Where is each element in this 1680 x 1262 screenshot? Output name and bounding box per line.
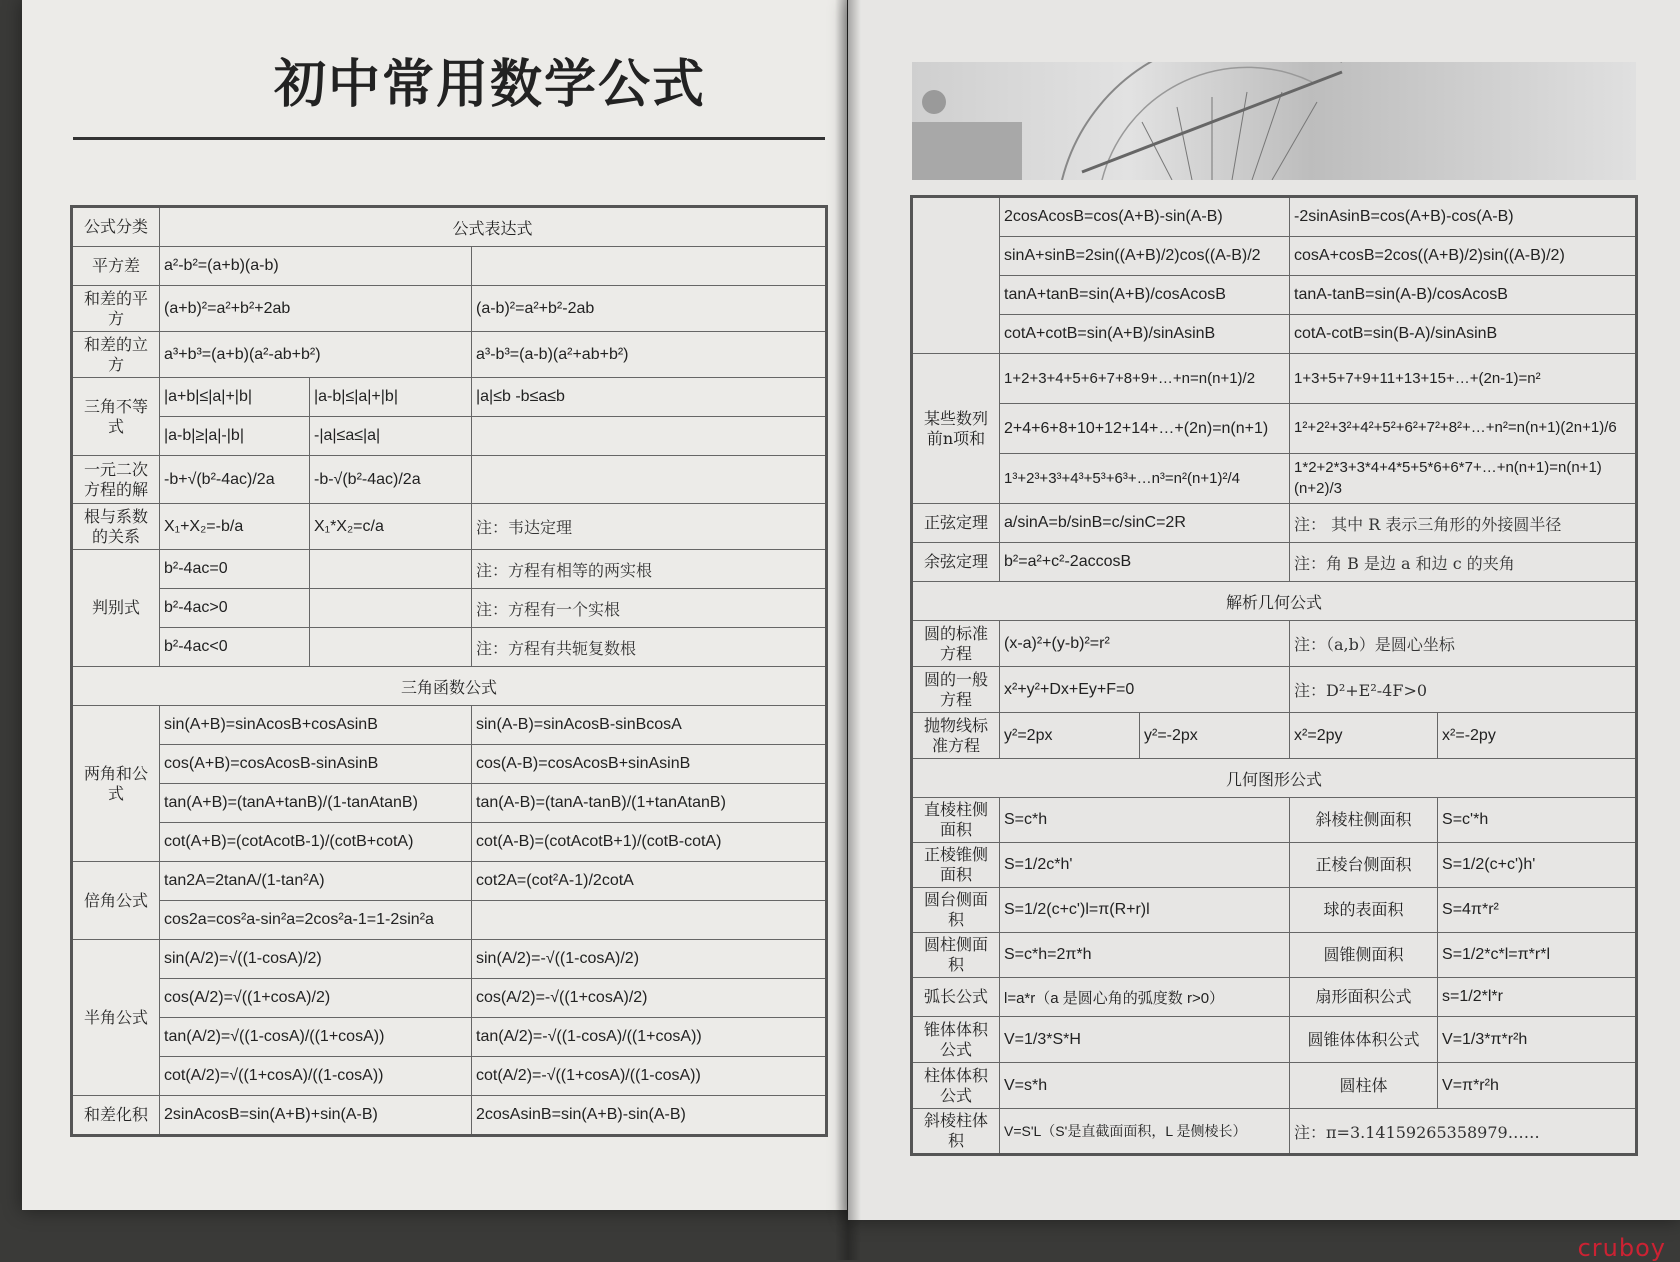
row-label: 扇形面积公式: [1290, 978, 1438, 1017]
table-row: [912, 315, 1637, 354]
row-label-blank: [912, 197, 1000, 354]
formula-cell: X₁*X₂=c/a: [310, 504, 472, 550]
row-label: 和差的平方: [72, 286, 160, 332]
protractor-icon: [912, 62, 1636, 180]
table-row: [72, 901, 827, 940]
section-title: 几何图形公式: [912, 759, 1637, 798]
row-label: 抛物线标准方程: [912, 713, 1000, 759]
table-row: [72, 628, 827, 667]
formula-cell: cot(A+B)=(cotAcotB-1)/(cotB+cotA): [160, 823, 472, 862]
table-row: [912, 454, 1637, 504]
row-label: 直棱柱侧面积: [912, 798, 1000, 843]
formula-cell: -b-√(b²-4ac)/2a: [310, 456, 472, 504]
row-label: 两角和公式: [72, 706, 160, 862]
formula-cell: |a-b|≤|a|+|b|: [310, 378, 472, 417]
formula-cell: (a+b)²=a²+b²+2ab: [160, 286, 472, 332]
table-row: [912, 276, 1637, 315]
left-formula-table: [70, 205, 828, 1137]
note-cell: 注：D²+E²-4F>0: [1290, 667, 1637, 713]
table-row: [912, 978, 1637, 1017]
formula-cell: 1+3+5+7+9+11+13+15+…+(2n-1)=n²: [1290, 354, 1637, 404]
table-row: [912, 888, 1637, 933]
empty-cell: [310, 550, 472, 589]
row-label: 斜棱柱体积: [912, 1109, 1000, 1155]
formula-cell: tan(A-B)=(tanA-tanB)/(1+tanAtanB): [472, 784, 827, 823]
book-spine: [835, 0, 861, 1260]
formula-cell: b²=a²+c²-2accosB: [1000, 543, 1290, 582]
formula-cell: S=4π*r²: [1438, 888, 1637, 933]
empty-cell: [472, 417, 827, 456]
formula-cell: |a|≤b -b≤a≤b: [472, 378, 827, 417]
header-expression: 公式表达式: [160, 207, 827, 247]
formula-cell: -b+√(b²-4ac)/2a: [160, 456, 310, 504]
row-label: 圆的一般方程: [912, 667, 1000, 713]
table-row: [912, 1017, 1637, 1063]
formula-cell: (x-a)²+(y-b)²=r²: [1000, 621, 1290, 667]
empty-cell: [310, 628, 472, 667]
formula-cell: a²-b²=(a+b)(a-b): [160, 247, 472, 286]
note-cell: 注：方程有共轭复数根: [472, 628, 827, 667]
formula-cell: sinA+sinB=2sin((A+B)/2)cos((A-B)/2: [1000, 237, 1290, 276]
row-label: 三角不等式: [72, 378, 160, 456]
row-label: 和差化积: [72, 1096, 160, 1136]
formula-cell: x²+y²+Dx+Ey+F=0: [1000, 667, 1290, 713]
formula-cell: V=1/3*π*r²h: [1438, 1017, 1637, 1063]
formula-cell: sin(A-B)=sinAcosB-sinBcosA: [472, 706, 827, 745]
formula-cell: cotA-cotB=sin(B-A)/sinAsinB: [1290, 315, 1637, 354]
formula-cell: cot(A-B)=(cotAcotB+1)/(cotB-cotA): [472, 823, 827, 862]
formula-cell: tanA-tanB=sin(A-B)/cosAcosB: [1290, 276, 1637, 315]
row-label: 根与系数的关系: [72, 504, 160, 550]
note-cell: 注：角 B 是边 a 和边 c 的夹角: [1290, 543, 1637, 582]
note-cell: 注： 其中 R 表示三角形的外接圆半径: [1290, 504, 1637, 543]
formula-cell: cos(A/2)=-√((1+cosA)/2): [472, 979, 827, 1018]
formula-cell: tan(A/2)=√((1-cosA)/((1+cosA)): [160, 1018, 472, 1057]
table-row: [72, 784, 827, 823]
formula-cell: 2cosAcosB=cos(A+B)-sin(A-B): [1000, 197, 1290, 237]
formula-cell: cos(A+B)=cosAcosB-sinAsinB: [160, 745, 472, 784]
formula-cell: V=π*r²h: [1438, 1063, 1637, 1109]
row-label: 斜棱柱侧面积: [1290, 798, 1438, 843]
formula-cell: S=c*h: [1000, 798, 1290, 843]
row-label: 正弦定理: [912, 504, 1000, 543]
formula-cell: 2+4+6+8+10+12+14+…+(2n)=n(n+1): [1000, 404, 1290, 454]
formula-cell: X₁+X₂=-b/a: [160, 504, 310, 550]
formula-cell: S=c*h=2π*h: [1000, 933, 1290, 978]
formula-cell: -|a|≤a≤|a|: [310, 417, 472, 456]
watermark: cruboy: [1577, 1234, 1666, 1262]
formula-cell: tan(A/2)=-√((1-cosA)/((1+cosA)): [472, 1018, 827, 1057]
formula-cell: sin(A/2)=-√((1-cosA)/2): [472, 940, 827, 979]
formula-cell: 1³+2³+3³+4³+5³+6³+…n³=n²(n+1)²/4: [1000, 454, 1290, 504]
formula-cell: l=a*r（a 是圆心角的弧度数 r>0）: [1000, 978, 1290, 1017]
row-label: 圆锥体体积公式: [1290, 1017, 1438, 1063]
formula-cell: b²-4ac=0: [160, 550, 310, 589]
formula-cell: tan2A=2tanA/(1-tan²A): [160, 862, 472, 901]
table-row: [912, 798, 1637, 843]
row-label: 正棱锥侧面积: [912, 843, 1000, 888]
table-row: [72, 862, 827, 901]
formula-cell: S=1/2(c+c')h': [1438, 843, 1637, 888]
row-label: 圆的标准方程: [912, 621, 1000, 667]
formula-cell: S=c'*h: [1438, 798, 1637, 843]
table-row: [72, 1018, 827, 1057]
table-row: [72, 286, 827, 332]
table-row: [912, 504, 1637, 543]
row-label: 圆台侧面积: [912, 888, 1000, 933]
formula-cell: b²-4ac>0: [160, 589, 310, 628]
table-row: [72, 1057, 827, 1096]
formula-cell: S=1/2c*h': [1000, 843, 1290, 888]
table-row: [912, 197, 1637, 237]
table-row: [912, 1063, 1637, 1109]
formula-cell: 2cosAsinB=sin(A+B)-sin(A-B): [472, 1096, 827, 1136]
section-header-row: [912, 759, 1637, 798]
table-row: [912, 237, 1637, 276]
row-label: 倍角公式: [72, 862, 160, 940]
table-row: [912, 667, 1637, 713]
row-label: 球的表面积: [1290, 888, 1438, 933]
table-row: [72, 940, 827, 979]
table-row: [912, 404, 1637, 454]
table-row: [912, 1109, 1637, 1155]
formula-cell: sin(A/2)=√((1-cosA)/2): [160, 940, 472, 979]
formula-cell: s=1/2*l*r: [1438, 978, 1637, 1017]
table-row: [72, 378, 827, 417]
row-label: 判别式: [72, 550, 160, 667]
page-title: 初中常用数学公式: [274, 54, 707, 115]
row-label: 和差的立方: [72, 332, 160, 378]
note-cell: 注：方程有相等的两实根: [472, 550, 827, 589]
formula-cell: -2sinAsinB=cos(A+B)-cos(A-B): [1290, 197, 1637, 237]
section-title: 解析几何公式: [912, 582, 1637, 621]
formula-cell: 1*2+2*3+3*4+4*5+5*6+6*7+…+n(n+1)=n(n+1)(n+2)/3: [1290, 454, 1637, 504]
formula-cell: V=s*h: [1000, 1063, 1290, 1109]
formula-cell: 1²+2²+3²+4²+5²+6²+7²+8²+…+n²=n(n+1)(2n+1)/6: [1290, 404, 1637, 454]
header-category: 公式分类: [72, 207, 160, 247]
empty-cell: [310, 589, 472, 628]
table-row: [912, 933, 1637, 978]
empty-cell: [472, 456, 827, 504]
title-rule: [73, 137, 825, 140]
row-label: 弧长公式: [912, 978, 1000, 1017]
formula-cell: cos2a=cos²a-sin²a=2cos²a-1=1-2sin²a: [160, 901, 472, 940]
formula-cell: sin(A+B)=sinAcosB+cosAsinB: [160, 706, 472, 745]
table-row: [72, 504, 827, 550]
note-cell: 注：韦达定理: [472, 504, 827, 550]
formula-cell: cot(A/2)=√((1+cosA)/((1-cosA)): [160, 1057, 472, 1096]
table-row: [912, 621, 1637, 667]
row-label: 锥体体积公式: [912, 1017, 1000, 1063]
row-label: 柱体体积公式: [912, 1063, 1000, 1109]
table-row: [72, 456, 827, 504]
formula-cell: y²=-2px: [1140, 713, 1290, 759]
formula-cell: cos(A-B)=cosAcosB+sinAsinB: [472, 745, 827, 784]
row-label: 圆柱体: [1290, 1063, 1438, 1109]
table-row: [72, 823, 827, 862]
formula-cell: |a+b|≤|a|+|b|: [160, 378, 310, 417]
formula-cell: tan(A+B)=(tanA+tanB)/(1-tanAtanB): [160, 784, 472, 823]
note-cell: 注：（a,b）是圆心坐标: [1290, 621, 1637, 667]
note-cell: 注：π=3.14159265358979……: [1290, 1109, 1637, 1155]
formula-cell: S=1/2*c*l=π*r*l: [1438, 933, 1637, 978]
table-row: [72, 247, 827, 286]
formula-cell: a³+b³=(a+b)(a²-ab+b²): [160, 332, 472, 378]
table-row: [72, 706, 827, 745]
formula-cell: tanA+tanB=sin(A+B)/cosAcosB: [1000, 276, 1290, 315]
row-label: 圆柱侧面积: [912, 933, 1000, 978]
formula-cell: 1+2+3+4+5+6+7+8+9+…+n=n(n+1)/2: [1000, 354, 1290, 404]
formula-cell: (a-b)²=a²+b²-2ab: [472, 286, 827, 332]
right-formula-table: [910, 195, 1638, 1156]
table-row: [912, 713, 1637, 759]
note-cell: 注：方程有一个实根: [472, 589, 827, 628]
empty-cell: [472, 247, 827, 286]
formula-cell: cot(A/2)=-√((1+cosA)/((1-cosA)): [472, 1057, 827, 1096]
formula-cell: cotA+cotB=sin(A+B)/sinAsinB: [1000, 315, 1290, 354]
row-label: 平方差: [72, 247, 160, 286]
table-row: [72, 979, 827, 1018]
formula-cell: |a-b|≥|a|-|b|: [160, 417, 310, 456]
table-row: [72, 745, 827, 784]
table-row: [912, 843, 1637, 888]
section-title: 三角函数公式: [72, 667, 827, 706]
row-label: 余弦定理: [912, 543, 1000, 582]
section-header-row: [72, 667, 827, 706]
row-label: 半角公式: [72, 940, 160, 1096]
table-row: [912, 543, 1637, 582]
formula-cell: V=1/3*S*H: [1000, 1017, 1290, 1063]
row-label: 某些数列前n项和: [912, 354, 1000, 504]
formula-cell: a³-b³=(a-b)(a²+ab+b²): [472, 332, 827, 378]
formula-cell: a/sinA=b/sinB=c/sinC=2R: [1000, 504, 1290, 543]
protractor-photo: [912, 62, 1636, 180]
section-header-row: [912, 582, 1637, 621]
formula-cell: 2sinAcosB=sin(A+B)+sin(A-B): [160, 1096, 472, 1136]
row-label: 一元二次方程的解: [72, 456, 160, 504]
table-row: [72, 1096, 827, 1136]
formula-cell: cos(A/2)=√((1+cosA)/2): [160, 979, 472, 1018]
formula-cell: x²=-2py: [1438, 713, 1637, 759]
table-row: [72, 550, 827, 589]
empty-cell: [472, 901, 827, 940]
table-header-row: [72, 207, 827, 247]
table-row: [72, 332, 827, 378]
formula-cell: cot2A=(cot²A-1)/2cotA: [472, 862, 827, 901]
table-row: [72, 417, 827, 456]
formula-cell: y²=2px: [1000, 713, 1140, 759]
table-row: [72, 589, 827, 628]
row-label: 圆锥侧面积: [1290, 933, 1438, 978]
row-label: 正棱台侧面积: [1290, 843, 1438, 888]
formula-cell: x²=2py: [1290, 713, 1438, 759]
formula-cell: cosA+cosB=2cos((A+B)/2)sin((A-B)/2): [1290, 237, 1637, 276]
formula-cell: V=S'L（S'是直截面面积，L 是侧棱长）: [1000, 1109, 1290, 1155]
table-row: [912, 354, 1637, 404]
formula-cell: b²-4ac<0: [160, 628, 310, 667]
formula-cell: S=1/2(c+c')l=π(R+r)l: [1000, 888, 1290, 933]
